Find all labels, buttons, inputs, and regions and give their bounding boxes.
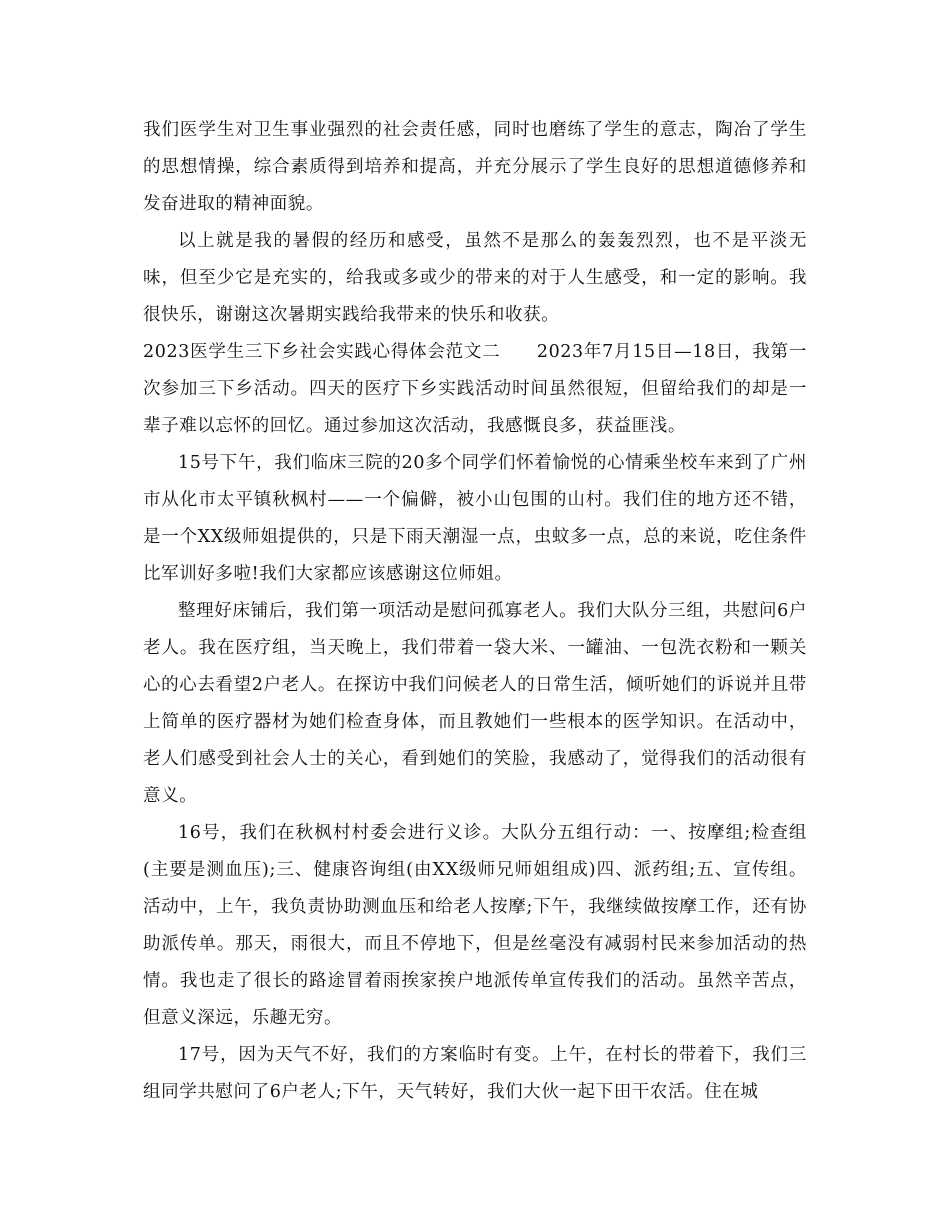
paragraph: 以上就是我的暑假的经历和感受，虽然不是那么的轰轰烈烈，也不是平淡无味，但至少它是充实的，给我或多或少的带来的对于人生感受，和一定的影响。我很快乐，谢谢这次暑期实践给我带来的快乐和收获。 xyxy=(143,231,807,325)
paragraph: 15号下午，我们临床三院的20多个同学们怀着愉悦的心情乘坐校车来到了广州市从化市太平镇秋枫村——一个偏僻，被小山包围的山村。我们住的地方还不错，是一个XX级师姐提供的，只是下雨天潮湿一点，虫蚊多一点，总的来说，吃住条件比军训好多啦!我们大家都应该感谢这位师姐。 xyxy=(143,453,807,584)
paragraph: 整理好床铺后，我们第一项活动是慰问孤寡老人。我们大队分三组，共慰问6户老人。我在医疗组，当天晚上，我们带着一袋大米、一罐油、一包洗衣粉和一颗关心的心去看望2户老人。在探访中我们问候老人的日常生活，倾听她们的诉说并且带上简单的医疗器材为她们检查身体，而且教她们一些根本的医学知识。在活动中，老人们感受到社会人士的关心，看到她们的笑脸，我感动了，觉得我们的活动很有意义。 xyxy=(143,601,807,806)
paragraph: 16号，我们在秋枫村村委会进行义诊。大队分五组行动：一、按摩组;检查组(主要是测血压);三、健康咨询组(由XX级师兄师姐组成)四、派药组;五、宣传组。活动中，上午，我负责协助测血压和给老人按摩;下午，我继续做按摩工作，还有协助派传单。那天，雨很大，而且不停地下，但是丝毫没有减弱村民来参加活动的热情。我也走了很长的路途冒着雨挨家挨户地派传单宣传我们的活动。虽然辛苦点，但意义深远，乐趣无穷。 xyxy=(143,823,807,1028)
paragraph: 我们医学生对卫生事业强烈的社会责任感，同时也磨练了学生的意志，陶冶了学生的思想情操，综合素质得到培养和提高，并充分展示了学生良好的思想道德修养和发奋进取的精神面貌。 xyxy=(143,120,807,214)
paragraph: 17号，因为天气不好，我们的方案临时有变。上午，在村长的带着下，我们三组同学共慰问了6户老人;下午，天气转好，我们大伙一起下田干农活。住在城 xyxy=(143,1045,807,1102)
document-body xyxy=(143,112,807,1111)
paragraph-heading-section: 2023医学生三下乡社会实践心得体会范文二 2023年7月15日—18日，我第一次参加三下乡活动。四天的医疗下乡实践活动时间虽然很短，但留给我们的却是一辈子难以忘怀的回忆。通过参加这次活动，我感慨良多，获益匪浅。 xyxy=(143,342,807,436)
